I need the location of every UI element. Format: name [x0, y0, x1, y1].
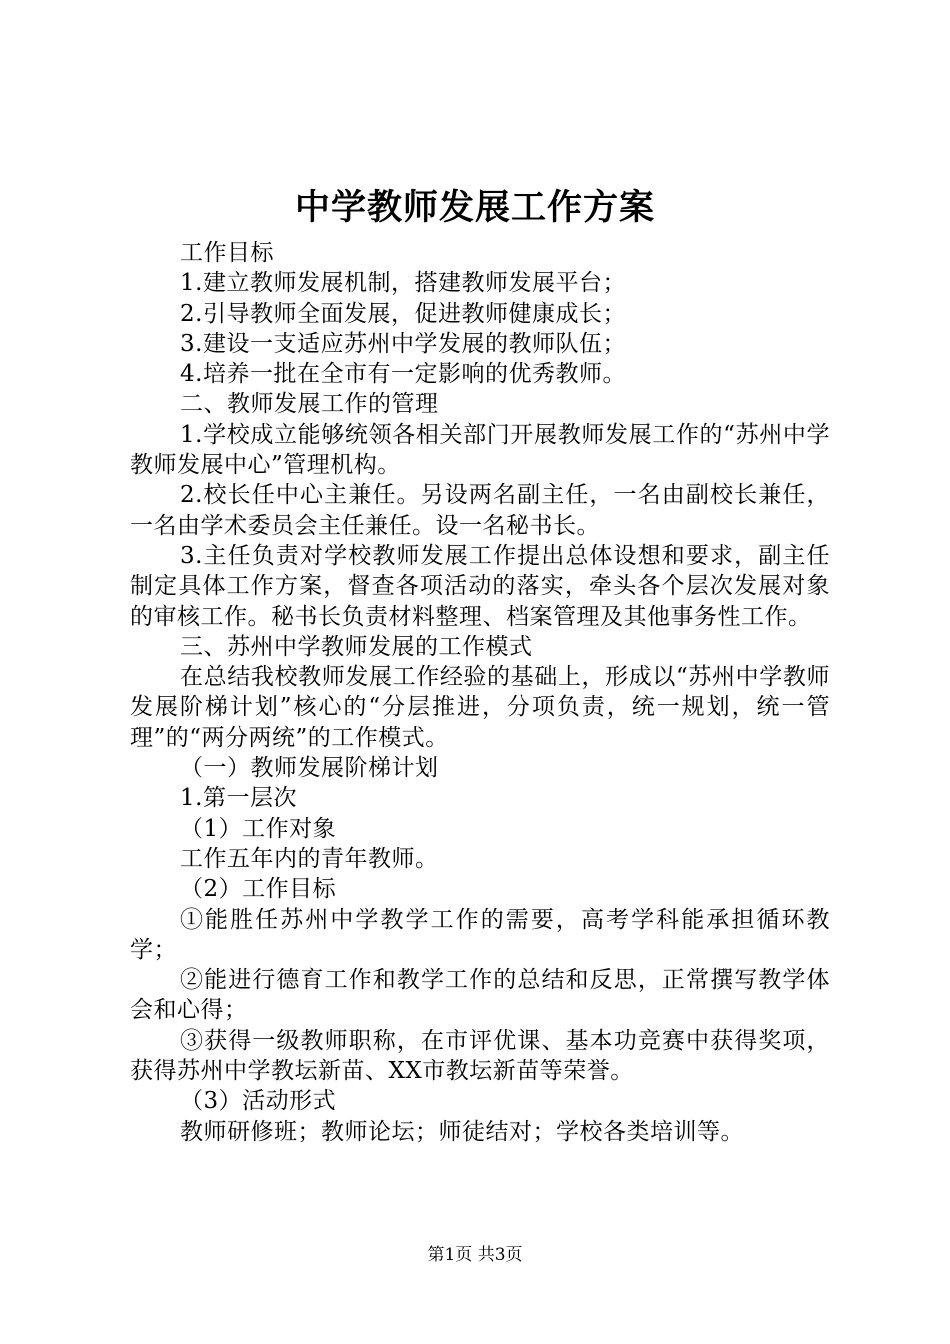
paragraph: 在总结我校教师发展工作经验的基础上，形成以“苏州中学教师发展阶梯计划”核心的“分层推进，分项负责，统一规划，统一管理”的“两分两统”的工作模式。 — [130, 664, 830, 751]
paragraph: （1）工作对象 — [180, 815, 337, 842]
paragraph: （3）活动形式 — [180, 1088, 337, 1115]
paragraph: 1.建立教师发展机制，搭建教师发展平台； — [180, 270, 626, 297]
paragraph: 工作目标 — [180, 240, 274, 266]
paragraph: 2.校长任中心主兼任。另设两名副主任，一名由副校长兼任，一名由学术委员会主任兼任。设一名秘书长。 — [130, 482, 830, 539]
paragraph: 1.学校成立能够统领各相关部门开展教师发展工作的“苏州中学教师发展中心”管理机构。 — [130, 421, 830, 479]
page-footer: 第1页 共3页 — [427, 1245, 523, 1265]
paragraph: （2）工作目标 — [180, 876, 337, 903]
subsection-heading: （一）教师发展阶梯计划 — [180, 755, 439, 782]
paragraph: ③获得一级教师职称，在市评优课、基本功竞赛中获得奖项，获得苏州中学教坛新苗、XX市教坛新苗等荣誉。 — [130, 1027, 830, 1085]
section-heading: 三、苏州中学教师发展的工作模式 — [180, 633, 533, 660]
document-body — [130, 238, 830, 1147]
paragraph: 3.建设一支适应苏州中学发展的教师队伍； — [180, 330, 626, 357]
paragraph: 教师研修班；教师论坛；师徒结对；学校各类培训等。 — [180, 1118, 744, 1145]
document-title: 中学教师发展工作方案 — [294, 187, 655, 228]
paragraph: 3.主任负责对学校教师发展工作提出总体设想和要求，副主任制定具体工作方案，督查各项活动的落实，牵头各个层次发展对象的审核工作。秘书长负责材料整理、档案管理及其他事务性工作。 — [130, 542, 830, 630]
paragraph: 4.培养一批在全市有一定影响的优秀教师。 — [180, 361, 626, 388]
paragraph: 2.引导教师全面发展，促进教师健康成长； — [180, 300, 626, 327]
paragraph: ①能胜任苏州中学教学工作的需要，高考学科能承担循环教学； — [130, 906, 830, 963]
paragraph: 工作五年内的青年教师。 — [180, 845, 439, 872]
paragraph: 1.第一层次 — [180, 785, 297, 812]
section-heading: 二、教师发展工作的管理 — [180, 391, 439, 418]
paragraph: ②能进行德育工作和教学工作的总结和反思，正常撰写教学体会和心得； — [130, 967, 830, 1024]
